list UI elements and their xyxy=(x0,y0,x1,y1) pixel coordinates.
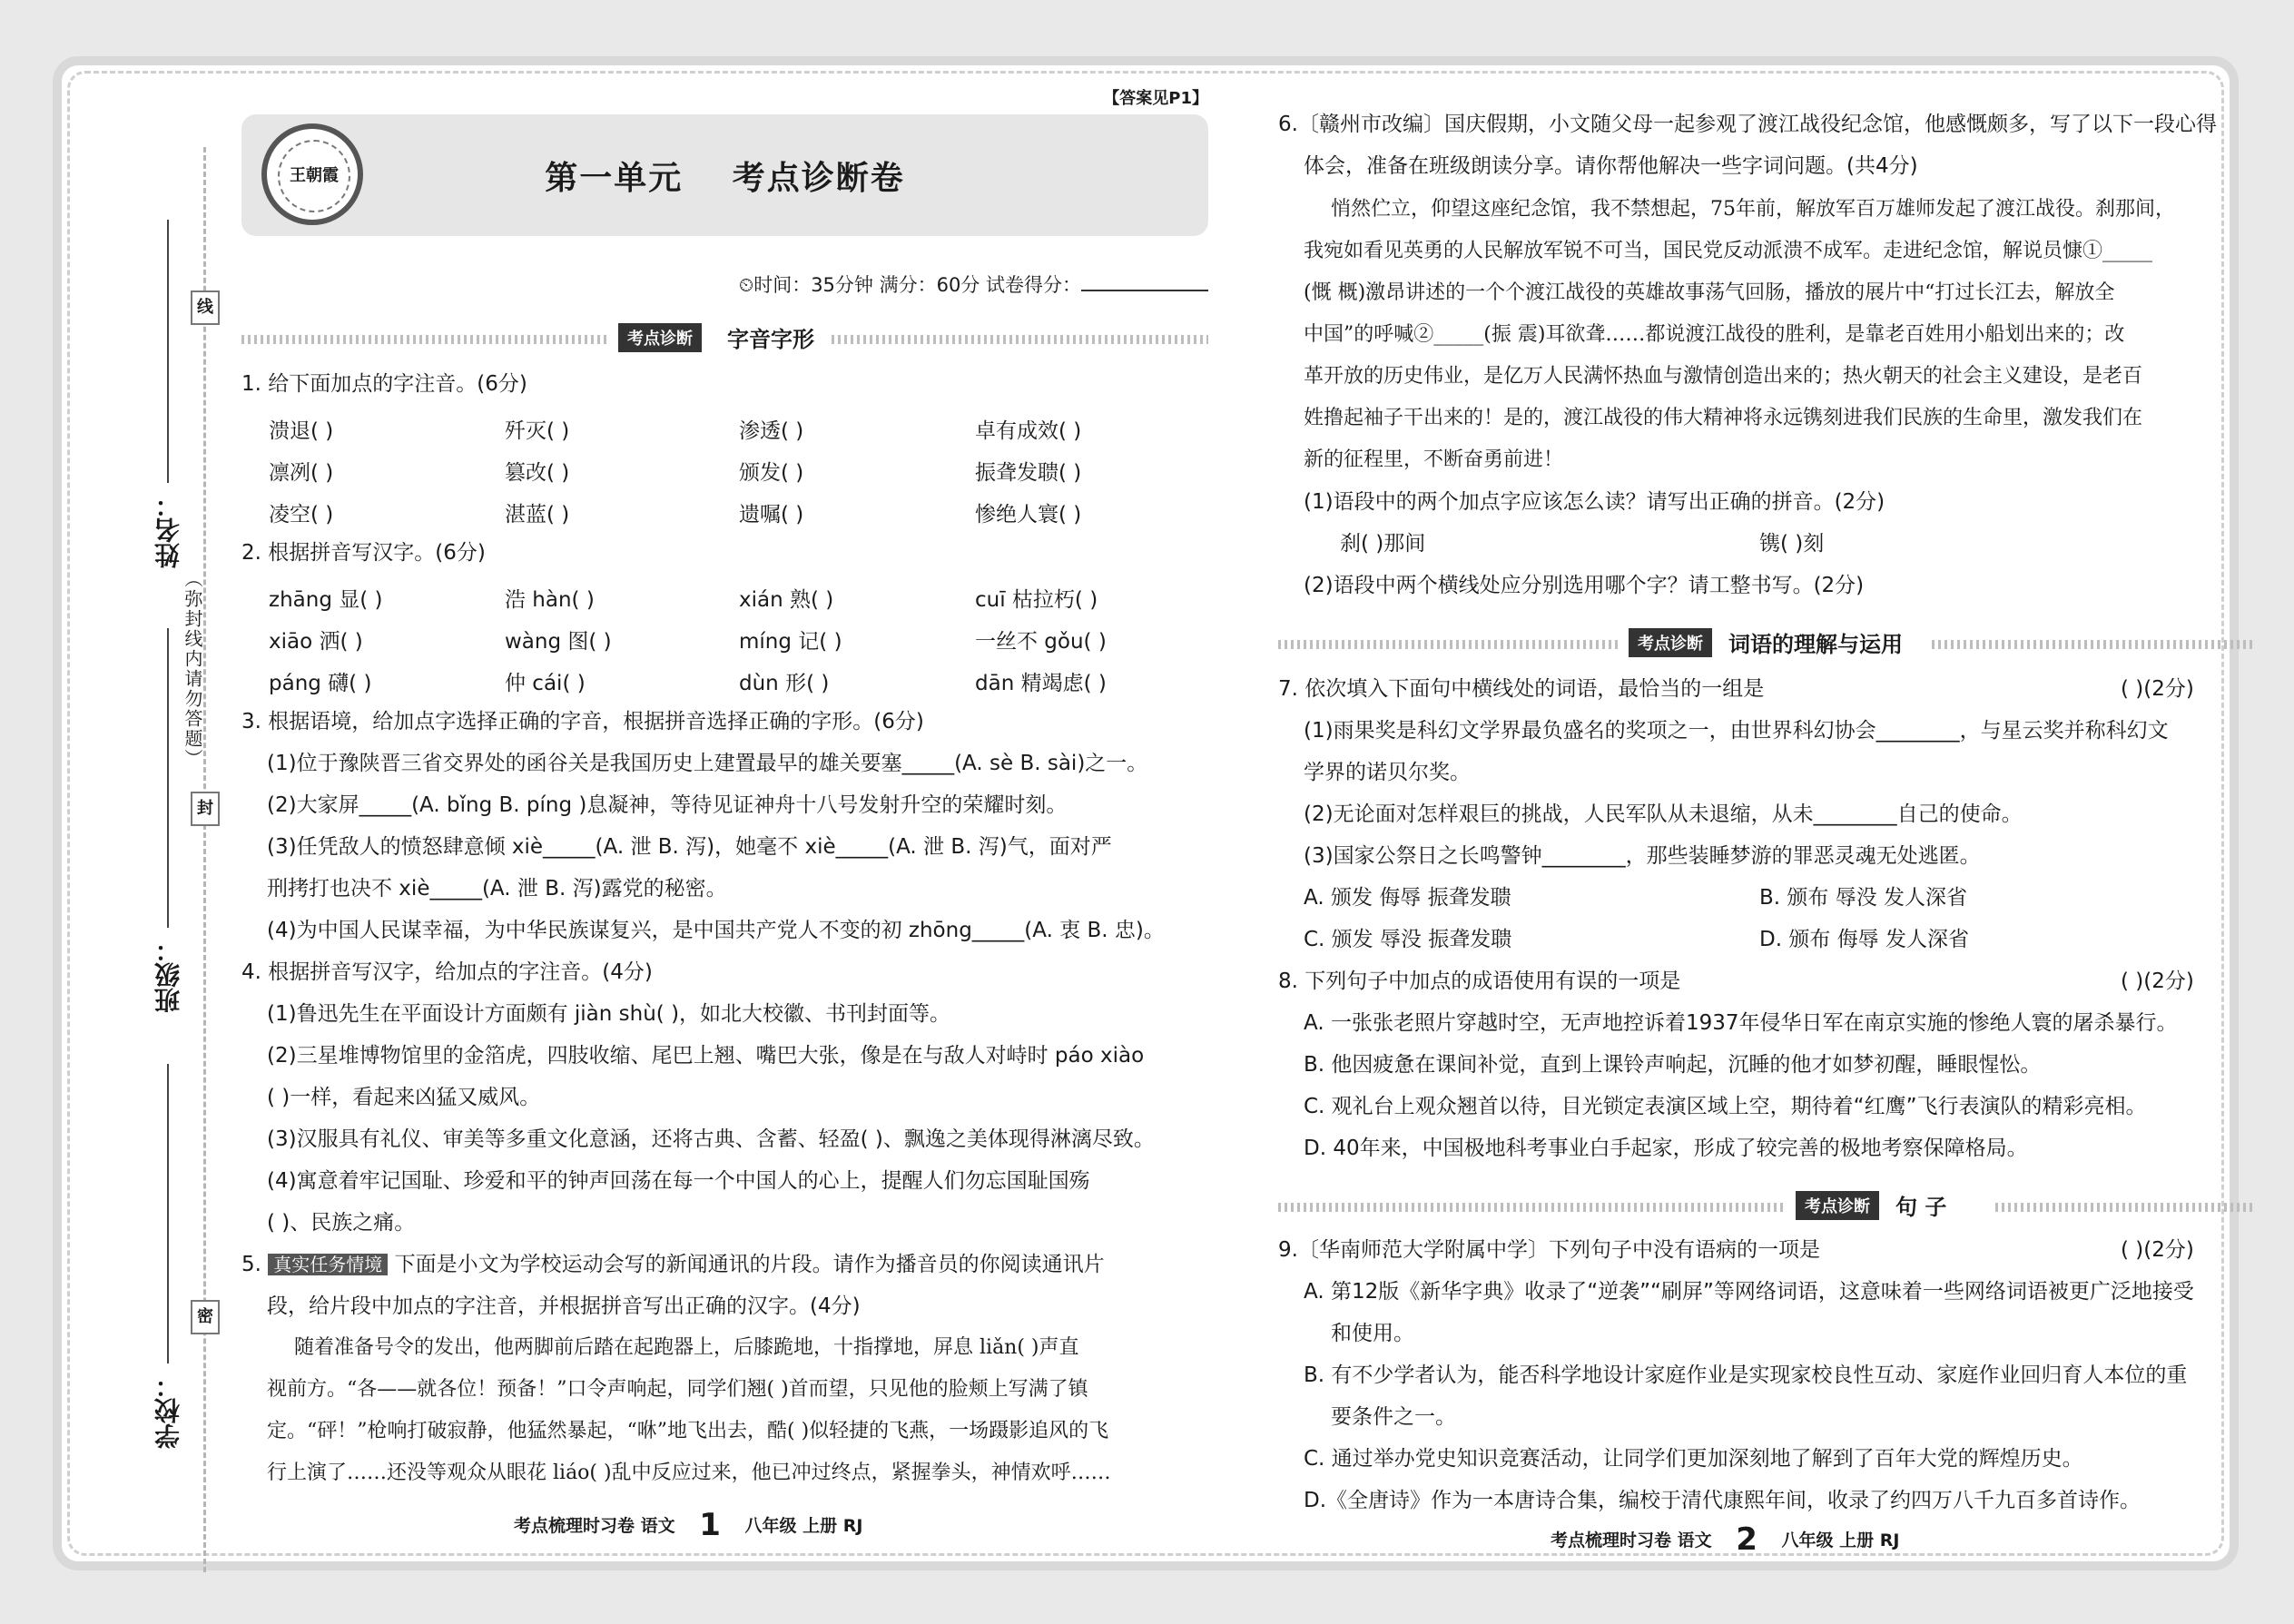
question-7: 7. 依次填入下面句中横线处的词语，最恰当的一组是 xyxy=(1278,677,1765,701)
q7-line: (3)国家公祭日之长鸣警钟________，那些装睡梦游的罪恶灵魂无处逃匿。 xyxy=(1304,844,1981,868)
q5-passage-line: 行上演了……还没等观众从眼花 liáo( )乱中反应过来，他已冲过终点，紧握拳头，神情欢呼…… xyxy=(267,1462,1111,1484)
q1-item: 遗嘱( ) xyxy=(739,503,804,527)
q5-passage-line: 视前方。“各——就各位！预备！”口令声响起，同学们翘( )首而望，只见他的脸颊上写满了镇 xyxy=(267,1378,1088,1401)
q1-item: 卓有成效( ) xyxy=(975,419,1082,443)
section-tag: 考点诊断 xyxy=(1629,628,1712,657)
q8-option: D. 40年来，中国极地科考事业白手起家，形成了较完善的极地考察保障格局。 xyxy=(1304,1137,2028,1160)
page-title xyxy=(241,153,1208,199)
page-number: 2 xyxy=(1736,1521,1757,1558)
q9-option: A. 第12版《新华字典》收录了“逆袭”“刷屏”等网络词语，这意味着一些网络词语被更广泛地接受 xyxy=(1304,1280,2194,1304)
q6-passage-line: 悄然伫立，仰望这座纪念馆，我不禁想起，75年前，解放军百万雄师发起了渡江战役。刹那间， xyxy=(1331,198,2175,221)
q6-passage-line: 新的征程里，不断奋勇前进！ xyxy=(1304,448,1564,471)
q6-sub-1: (1)语段中的两个加点字应该怎么读？请写出正确的拼音。(2分) xyxy=(1304,490,1885,514)
section-tag: 考点诊断 xyxy=(618,323,702,352)
q9-score: ( )(2分) xyxy=(2121,1238,2194,1262)
q5-passage-line: 定。“砰！”枪响打破寂静，他猛然暴起，“咻”地飞出去，酷( )似轻捷的飞燕，一场蹑影追风的飞 xyxy=(267,1420,1109,1442)
school-label: 学校： xyxy=(153,1373,183,1449)
q2-item: wàng 图( ) xyxy=(505,630,612,654)
section-header-2 xyxy=(1278,626,2254,659)
q2-item: 浩 hàn( ) xyxy=(505,588,595,612)
q5-stem-cont: 段，给片段中加点的字注音，并根据拼音写出正确的汉字。(4分) xyxy=(267,1294,861,1318)
q3-line: (3)任凭敌人的愤怒肆意倾 xiè_____(A. 泄 B. 泻)，她毫不 xiè_____(A. 泄 B. 泻)气，面对严 xyxy=(267,835,1112,859)
q6-stem-cont: 体会，准备在班级朗读分享。请你帮他解决一些字词问题。(共4分) xyxy=(1304,154,1918,178)
question-4: 4. 根据拼音写汉字，给加点的字注音。(4分) xyxy=(241,960,653,984)
section-header-1 xyxy=(241,321,1208,354)
q6-sub-2: (2)语段中两个横线处应分别选用哪个字？请工整书写。(2分) xyxy=(1304,574,1865,597)
q6-passage-line: 中国”的呼喊②_____(振 震)耳欲聋……都说渡江战役的胜利，是靠老百姓用小船划出来的；改 xyxy=(1304,323,2125,346)
question-5 xyxy=(241,1251,1105,1278)
q4-line: (2)三星堆博物馆里的金箔虎，四肢收缩、尾巴上翘、嘴巴大张，像是在与敌人对峙时 páo xiào xyxy=(267,1044,1145,1068)
exam-meta xyxy=(739,271,1208,298)
q1-item: 湛蓝( ) xyxy=(505,503,570,527)
unit-title: 第一单元 xyxy=(545,160,684,197)
q4-line: ( )一样，看起来凶猛又威风。 xyxy=(267,1086,541,1109)
score-blank[interactable] xyxy=(1081,290,1208,291)
section-bar-right xyxy=(832,335,1208,344)
question-2: 2. 根据拼音写汉字。(6分) xyxy=(241,541,486,565)
q1-item: 篡改( ) xyxy=(505,461,570,485)
question-8: 8. 下列句子中加点的成语使用有误的一项是 xyxy=(1278,969,1681,993)
q7-option-d: D. 颁布 侮辱 发人深省 xyxy=(1759,928,1969,951)
title-banner xyxy=(241,114,1208,236)
q3-line: (4)为中国人民谋幸福，为中华民族谋复兴，是中国共产党人不变的初 zhōng_____(A. 衷 B. 忠)。 xyxy=(267,919,1165,942)
section-tag: 考点诊断 xyxy=(1796,1191,1879,1220)
exam-meta-text: ⏲时间：35分钟 满分：60分 试卷得分： xyxy=(738,274,1081,296)
q1-item: 颁发( ) xyxy=(739,461,804,485)
binding-strip xyxy=(116,65,243,1561)
q9-option: 和使用。 xyxy=(1331,1322,1414,1345)
q2-item: cuī 枯拉朽( ) xyxy=(975,588,1098,612)
section-header-3 xyxy=(1278,1189,2254,1222)
q6-passage-line: (慨 概)激昂讲述的一个个渡江战役的英雄故事荡气回肠，播放的展片中“打过长江去，解放全 xyxy=(1304,281,2115,304)
task-context-chip: 真实任务情境 xyxy=(268,1254,388,1275)
q4-line: (1)鲁迅先生在平面设计方面颇有 jiàn shù( )，如北大校徽、书刊封面等。 xyxy=(267,1002,951,1026)
q6-passage-line: 革开放的历史伟业，是亿万人民满怀热血与激情创造出来的；热火朝天的社会主义建设，是老百 xyxy=(1304,365,2143,388)
seal-mark-secret: 密 xyxy=(191,1300,220,1334)
binding-note: （弥封线内请勿答题） xyxy=(182,569,203,769)
footer-grade: 八年级 上册 RJ xyxy=(744,1516,863,1536)
q2-item: míng 记( ) xyxy=(739,630,842,654)
exam-sheet xyxy=(53,56,2239,1570)
footer-series: 考点梳理时习卷 语文 xyxy=(514,1516,675,1536)
q5-number: 5. xyxy=(241,1253,261,1276)
q1-item: 渗透( ) xyxy=(739,419,804,443)
q9-option: C. 通过举办党史知识竞赛活动，让同学们更加深刻地了解到了百年大党的辉煌历史。 xyxy=(1304,1447,2083,1471)
q7-line: (2)无论面对怎样艰巨的挑战，人民军队从未退缩，从未________自己的使命。 xyxy=(1304,802,2023,826)
q7-score: ( )(2分) xyxy=(2121,677,2194,701)
section-bar-right xyxy=(1932,640,2254,649)
q8-option: C. 观礼台上观众翘首以待，目光锁定表演区域上空，期待着“红鹰”飞行表演队的精彩亮相。 xyxy=(1304,1095,2147,1118)
q1-item: 凛冽( ) xyxy=(269,461,334,485)
school-field[interactable] xyxy=(167,1064,169,1363)
q6-sub-1-a: 刹( )那间 xyxy=(1340,532,1426,556)
q2-item: 一丝不 gǒu( ) xyxy=(975,630,1107,654)
q4-line: (4)寓意着牢记国耻、珍爱和平的钟声回荡在每一个中国人的心上，提醒人们勿忘国耻国殇 xyxy=(267,1169,1090,1193)
page-footer xyxy=(514,1507,862,1543)
page-footer xyxy=(1551,1521,1899,1558)
section-bar-left xyxy=(241,335,609,344)
binding-dashed-line xyxy=(203,147,206,1572)
q1-item: 凌空( ) xyxy=(269,503,334,527)
section-name: 词语的理解与运用 xyxy=(1728,632,1903,657)
q1-item: 惨绝人寰( ) xyxy=(975,503,1082,527)
page-number: 1 xyxy=(699,1507,721,1543)
q2-item: 仲 cái( ) xyxy=(505,672,586,695)
q6-passage-line: 姓撸起袖子干出来的！是的，渡江战役的伟大精神将永远镌刻进我们民族的生命里，激发我们在 xyxy=(1304,407,2143,429)
q2-item: dùn 形( ) xyxy=(739,672,830,695)
q7-line: 学界的诺贝尔奖。 xyxy=(1304,761,1471,784)
section-bar-right xyxy=(1995,1203,2254,1212)
question-3: 3. 根据语境，给加点字选择正确的字音，根据拼音选择正确的字形。(6分) xyxy=(241,710,924,733)
class-label: 班级： xyxy=(153,937,183,1013)
question-1: 1. 给下面加点的字注音。(6分) xyxy=(241,372,527,396)
question-9: 9.〔华南师范大学附属中学〕下列句子中没有语病的一项是 xyxy=(1278,1238,1820,1262)
seal-mark-seal: 封 xyxy=(191,792,220,826)
class-field[interactable] xyxy=(167,628,169,928)
q5-stem: 下面是小文为学校运动会写的新闻通讯的片段。请作为播音员的你阅读通讯片 xyxy=(394,1253,1105,1276)
seal-mark-line: 线 xyxy=(191,290,220,325)
section-bar-left xyxy=(1278,640,1620,649)
section-bar-left xyxy=(1278,1203,1787,1212)
q6-passage-line: 我宛如看见英勇的人民解放军锐不可当，国民党反动派溃不成军。走进纪念馆，解说员慷①_____ xyxy=(1304,240,2153,262)
q2-item: xián 熟( ) xyxy=(739,588,834,612)
q2-item: dān 精竭虑( ) xyxy=(975,672,1107,695)
section-name: 字音字形 xyxy=(727,327,814,352)
q2-item: xiāo 洒( ) xyxy=(269,630,363,654)
q9-option: B. 有不少学者认为，能否科学地设计家庭作业是实现家校良性互动、家庭作业回归育人本位的重 xyxy=(1304,1363,2188,1387)
q1-item: 歼灭( ) xyxy=(505,419,570,443)
section-name: 句 子 xyxy=(1895,1195,1947,1220)
q1-item: 溃退( ) xyxy=(269,419,334,443)
name-field[interactable] xyxy=(167,220,169,483)
footer-series: 考点梳理时习卷 语文 xyxy=(1551,1530,1712,1550)
q9-option: D.《全唐诗》作为一本唐诗合集，编校于清代康熙年间，收录了约四万八千九百多首诗作。 xyxy=(1304,1489,2141,1512)
q2-item: zhāng 显( ) xyxy=(269,588,383,612)
name-label: 姓名： xyxy=(153,492,183,568)
q8-option: A. 一张张老照片穿越时空，无声地控诉着1937年侵华日军在南京实施的惨绝人寰的屠杀暴行。 xyxy=(1304,1011,2178,1035)
q3-line: (2)大家屏_____(A. bǐng B. píng )息凝神，等待见证神舟十八号发射升空的荣耀时刻。 xyxy=(267,793,1068,817)
brand-logo-text: 王朝霞 xyxy=(278,140,350,212)
answer-reference: 【答案见P1】 xyxy=(1103,89,1208,108)
q2-item: páng 礴( ) xyxy=(269,672,372,695)
q7-option-b: B. 颁布 辱没 发人深省 xyxy=(1759,886,1968,910)
q3-line: 刑拷打也决不 xiè_____(A. 泄 B. 泻)露党的秘密。 xyxy=(267,877,727,901)
q7-line: (1)雨果奖是科幻文学界最负盛名的奖项之一，由世界科幻协会________，与星云奖并称科幻文 xyxy=(1304,719,2169,743)
q8-score: ( )(2分) xyxy=(2121,969,2194,993)
footer-grade: 八年级 上册 RJ xyxy=(1781,1530,1900,1550)
question-6: 6.〔赣州市改编〕国庆假期，小文随父母一起参观了渡江战役纪念馆，他感慨颇多，写了以下一段心得 xyxy=(1278,113,2217,136)
q7-option-c: C. 颁发 辱没 振聋发聩 xyxy=(1304,928,1512,951)
q9-option: 要条件之一。 xyxy=(1331,1405,1456,1429)
q7-option-a: A. 颁发 侮辱 振聋发聩 xyxy=(1304,886,1511,910)
q3-line: (1)位于豫陕晋三省交界处的函谷关是我国历史上建置最早的雄关要塞_____(A. sè B. sài)之一。 xyxy=(267,752,1148,775)
q1-item: 振聋发聩( ) xyxy=(975,461,1082,485)
q8-option: B. 他因疲惫在课间补觉，直到上课铃声响起，沉睡的他才如梦初醒，睡眼惺忪。 xyxy=(1304,1053,2042,1077)
q4-line: ( )、民族之痛。 xyxy=(267,1211,416,1235)
q4-line: (3)汉服具有礼仪、审美等多重文化意涵，还将古典、含蓄、轻盈( )、飘逸之美体现得淋漓尽致。 xyxy=(267,1127,1155,1151)
exam-title: 考点诊断卷 xyxy=(732,160,905,197)
q5-passage-line: 随着准备号令的发出，他两脚前后踏在起跑器上，后膝跪地，十指撑地，屏息 liǎn( )声直 xyxy=(294,1336,1079,1359)
q6-sub-1-b: 镌( )刻 xyxy=(1759,532,1825,556)
